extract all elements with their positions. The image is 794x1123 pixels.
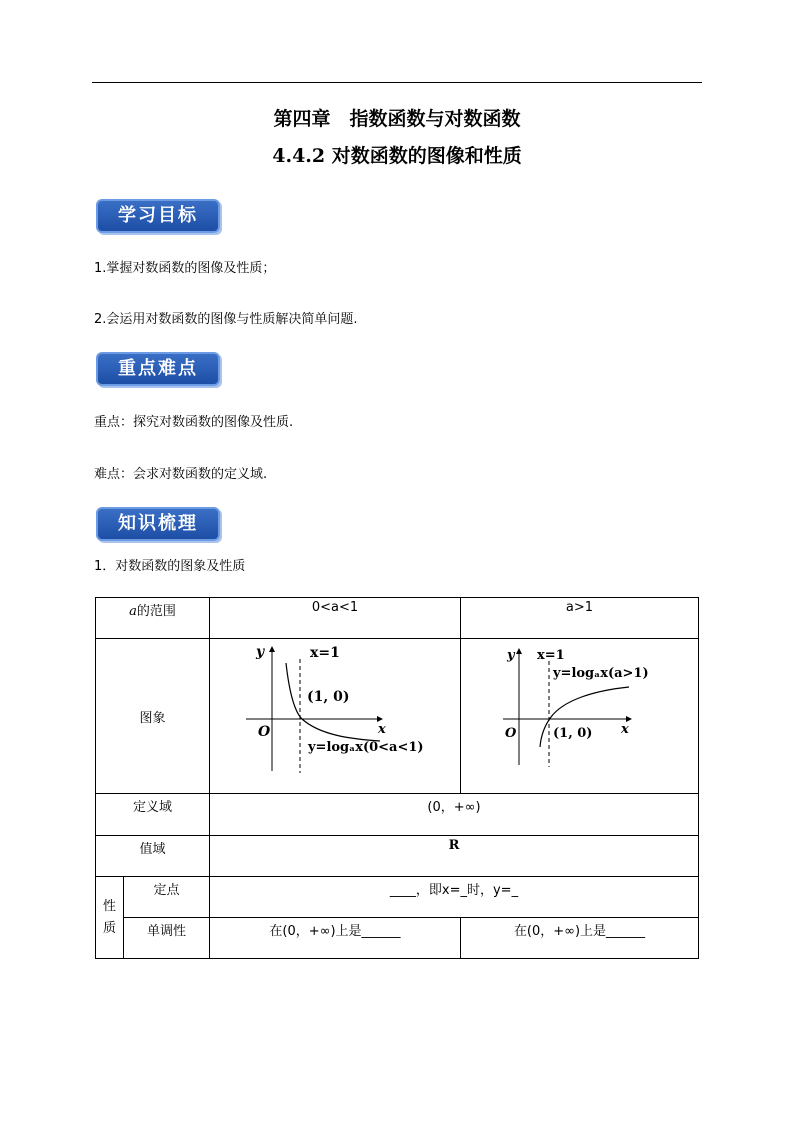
badge-key-points: 重点难点 xyxy=(96,352,220,386)
point-label: (1, 0) xyxy=(552,726,593,741)
badge-learning-goals: 学习目标 xyxy=(96,199,220,233)
graph-right-cell xyxy=(460,639,698,794)
table-row xyxy=(96,836,699,877)
top-rule xyxy=(92,82,702,83)
curve-label: y=logₐx(0<a<1) xyxy=(307,740,424,755)
table-row xyxy=(96,598,699,639)
knowledge-heading: 1．对数函数的图象及性质 xyxy=(94,559,246,574)
graph-decreasing-log xyxy=(210,639,460,789)
domain-value: (0，+∞) xyxy=(209,794,698,836)
graph-increasing-log xyxy=(461,639,698,789)
badge-knowledge: 知识梳理 xyxy=(96,507,220,541)
fixed-point-label: 定点 xyxy=(123,877,209,918)
graph-label: 图象 xyxy=(96,639,210,794)
y-axis-label: y xyxy=(506,648,515,663)
section-title: 4.4.2 对数函数的图像和性质 xyxy=(272,145,522,167)
property-label: 性 质 xyxy=(96,877,124,959)
properties-table xyxy=(95,597,699,959)
curve-label: y=logₐx(a>1) xyxy=(552,666,649,681)
table-row xyxy=(96,877,699,918)
x-axis-label: x xyxy=(377,722,386,737)
monotonic-col2: 在(0，+∞)上是______ xyxy=(460,918,698,959)
y-axis-label: y xyxy=(255,644,265,660)
point-label: (1, 0) xyxy=(306,689,350,705)
range-label: 值域 xyxy=(96,836,210,877)
origin-label: O xyxy=(504,726,517,741)
monotonic-col1: 在(0，+∞)上是______ xyxy=(209,918,460,959)
header-a-gt-1: a>1 xyxy=(460,598,698,639)
origin-label: O xyxy=(257,724,271,740)
domain-label: 定义域 xyxy=(96,794,210,836)
chapter-title: 第四章 指数函数与对数函数 xyxy=(273,108,521,130)
asymptote-label: x=1 xyxy=(309,645,340,661)
range-value: R xyxy=(209,836,698,877)
table-row xyxy=(96,918,699,959)
graph-left-cell xyxy=(209,639,460,794)
difficulty-point: 难点：会求对数函数的定义域. xyxy=(94,467,268,482)
goal-item-2: 2.会运用对数函数的图像与性质解决简单问题. xyxy=(94,312,358,327)
key-point: 重点：探究对数函数的图像及性质. xyxy=(94,415,294,430)
a-range-label: a的范围 xyxy=(96,598,210,639)
table-row xyxy=(96,794,699,836)
asymptote-label: x=1 xyxy=(536,648,565,663)
table-row xyxy=(96,639,699,794)
goal-item-1: 1.掌握对数函数的图像及性质； xyxy=(94,261,276,276)
header-0-lt-a-lt-1: 0<a<1 xyxy=(209,598,460,639)
monotonic-label: 单调性 xyxy=(123,918,209,959)
fixed-point-value: ____，即x=_时，y=_ xyxy=(209,877,698,918)
x-axis-label: x xyxy=(620,722,629,737)
